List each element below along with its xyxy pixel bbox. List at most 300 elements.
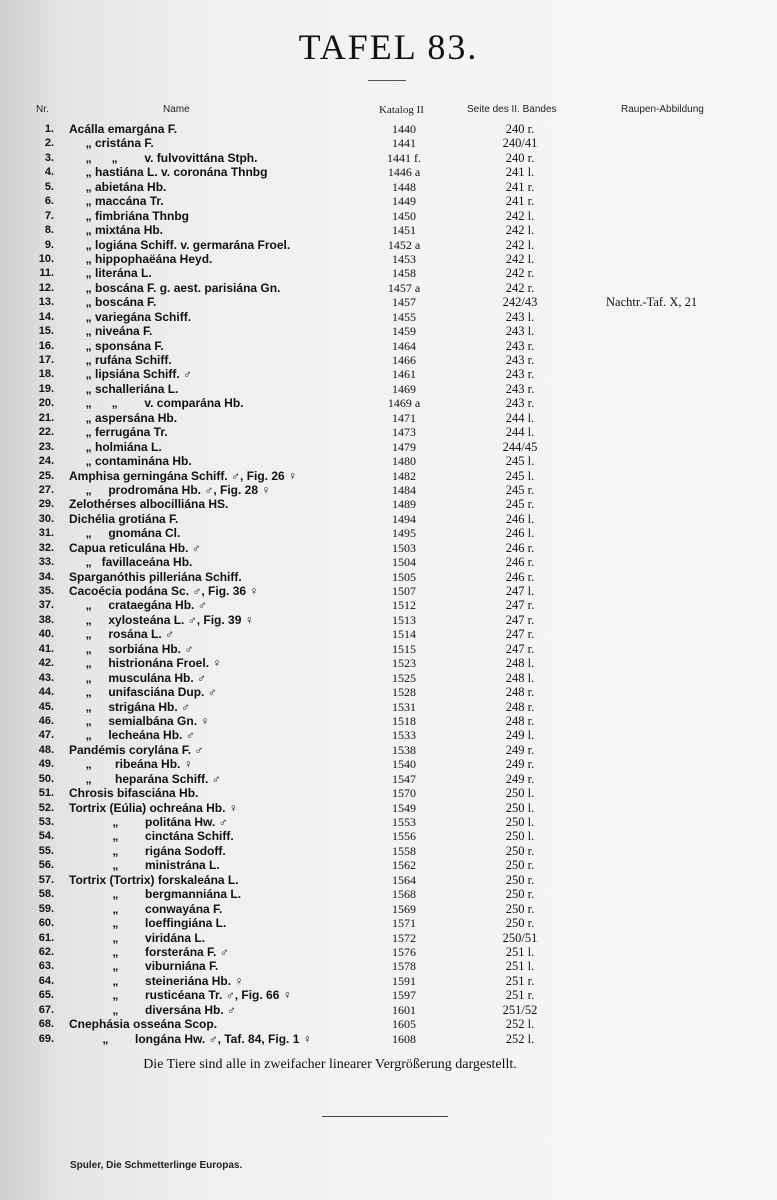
table-row (0, 1017, 777, 1031)
table-row (0, 584, 777, 598)
page-reference: 242 l. (505, 251, 535, 266)
species-name: „ ferrugána Tr. (69, 425, 168, 440)
row-number: 54. (38, 830, 54, 843)
species-name: Amphisa gerningána Schiff. ♂, Fig. 26 ♀ (69, 468, 298, 483)
header-katalog: Katalog II (379, 104, 424, 116)
katalog-number: 1564 (392, 872, 416, 887)
species-name: „ strigána Hb. ♂ (69, 699, 191, 714)
page-reference: 249 r. (505, 757, 535, 772)
table-row (0, 902, 777, 916)
row-number: 7. (44, 209, 54, 222)
table-row (0, 512, 777, 526)
row-number: 32. (38, 541, 54, 554)
table-row (0, 887, 777, 901)
row-number: 22. (38, 426, 54, 439)
table-row (0, 627, 777, 641)
table-row (0, 772, 777, 786)
row-number: 61. (38, 931, 54, 944)
bottom-divider (322, 1116, 448, 1117)
page-reference: 250 l. (505, 786, 535, 801)
species-name: „ „ v. comparána Hb. (69, 396, 244, 411)
row-number: 6. (44, 195, 54, 208)
row-number: 15. (38, 325, 54, 338)
katalog-number: 1482 (392, 468, 416, 483)
table-row (0, 136, 777, 150)
row-number: 64. (38, 974, 54, 987)
katalog-number: 1450 (392, 208, 416, 223)
page-reference: 248 r. (505, 713, 535, 728)
katalog-number: 1503 (392, 540, 416, 555)
katalog-number: 1605 (392, 1017, 416, 1032)
table-row (0, 743, 777, 757)
species-name: Capua reticulána Hb. ♂ (69, 540, 201, 555)
species-name: „ musculána Hb. ♂ (69, 670, 207, 685)
page-reference: 242 l. (505, 223, 535, 238)
page-reference: 251 r. (505, 973, 535, 988)
katalog-number: 1505 (392, 569, 416, 584)
katalog-number: 1597 (392, 988, 416, 1003)
row-number: 41. (38, 642, 54, 655)
table-row (0, 165, 777, 179)
table-row (0, 931, 777, 945)
page-reference: 247 r. (505, 612, 535, 627)
katalog-number: 1458 (392, 266, 416, 281)
page-reference: 251/52 (502, 1002, 538, 1017)
page-reference: 243 r. (505, 396, 535, 411)
katalog-number: 1457 a (387, 280, 421, 295)
species-name: „ crataegána Hb. ♂ (69, 598, 207, 613)
table-row (0, 295, 777, 309)
katalog-number: 1452 a (387, 237, 421, 252)
page-reference: 249 l. (505, 728, 535, 743)
table-row (0, 324, 777, 338)
table-row (0, 194, 777, 208)
row-number: 67. (38, 1003, 54, 1016)
katalog-number: 1570 (392, 786, 416, 801)
row-number: 59. (38, 902, 54, 915)
page-reference: 249 r. (505, 742, 535, 757)
row-number: 47. (38, 729, 54, 742)
katalog-number: 1461 (392, 367, 416, 382)
katalog-number: 1518 (392, 713, 416, 728)
table-row (0, 223, 777, 237)
page-reference: 250 r. (505, 901, 535, 916)
table-row (0, 425, 777, 439)
row-number: 10. (38, 252, 54, 265)
katalog-number: 1484 (392, 482, 416, 497)
page-reference: 242 r. (505, 280, 535, 295)
table-row (0, 671, 777, 685)
species-name: „ cinctána Schiff. (69, 829, 234, 844)
katalog-number: 1466 (392, 353, 416, 367)
page-reference: 243 r. (505, 338, 535, 353)
species-name: „ gnomána Cl. (69, 526, 181, 541)
page-reference: 252 l. (505, 1017, 535, 1032)
page-reference: 250 l. (505, 800, 535, 815)
row-number: 60. (38, 917, 54, 930)
row-number: 33. (38, 556, 54, 569)
page-reference: 248 r. (505, 685, 535, 700)
row-number: 1. (44, 123, 54, 135)
row-number: 25. (38, 469, 54, 482)
row-number: 49. (38, 758, 54, 771)
row-number: 5. (44, 180, 54, 193)
table-row (0, 858, 777, 872)
katalog-number: 1512 (392, 598, 416, 613)
row-number: 16. (38, 339, 54, 352)
row-number: 20. (38, 397, 54, 410)
species-name: „ lipsiána Schiff. ♂ (69, 367, 193, 382)
katalog-number: 1471 (392, 410, 416, 425)
table-row (0, 974, 777, 988)
table-row (0, 555, 777, 569)
katalog-number: 1578 (392, 959, 416, 974)
katalog-number: 1440 (392, 122, 416, 136)
katalog-number: 1547 (392, 771, 416, 786)
species-name: „ rufána Schiff. (69, 353, 172, 367)
katalog-number: 1608 (392, 1031, 416, 1046)
page-reference: 242/43 (502, 295, 538, 310)
table-row (0, 209, 777, 223)
katalog-number: 1449 (392, 194, 416, 209)
row-number: 40. (38, 628, 54, 641)
katalog-number: 1525 (392, 670, 416, 685)
page-reference: 250 r. (505, 872, 535, 887)
species-name: „ politána Hw. ♂ (69, 815, 228, 829)
table-row (0, 757, 777, 771)
table-row (0, 122, 777, 136)
species-name: „ viburniána F. (69, 959, 219, 974)
page-reference: 242 l. (505, 208, 535, 223)
page-reference: 250 r. (505, 858, 535, 873)
row-number: 44. (38, 686, 54, 699)
table-row (0, 469, 777, 483)
table-row (0, 367, 777, 381)
table-row (0, 339, 777, 353)
species-name: „ viridána L. (69, 930, 206, 945)
page-reference: 250 r. (505, 887, 535, 902)
page-reference: 247 r. (505, 598, 535, 613)
row-number: 55. (38, 844, 54, 857)
page-reference: 242 r. (505, 266, 535, 281)
row-number: 51. (38, 787, 54, 800)
table-row (0, 916, 777, 930)
species-name: „ aspersána Hb. (69, 410, 178, 425)
table-row (0, 728, 777, 742)
katalog-number: 1572 (392, 930, 416, 945)
raupen-reference: Nachtr.-Taf. X, 21 (606, 295, 698, 310)
table-row (0, 396, 777, 410)
page-reference: 252 l. (505, 1031, 535, 1046)
table-row (0, 382, 777, 396)
species-name: „ schalleriána L. (69, 381, 179, 396)
row-number: 34. (38, 570, 54, 583)
katalog-number: 1513 (392, 612, 416, 627)
species-name: „ heparána Schiff. ♂ (69, 771, 221, 786)
row-number: 3. (44, 151, 54, 164)
header-nr: Nr. (36, 104, 49, 115)
page-reference: 246 r. (505, 555, 535, 570)
table-row (0, 180, 777, 194)
species-name: „ forsterána F. ♂ (69, 944, 229, 959)
magnification-note: Die Tiere sind alle in zweifacher linearer Vergrößerung dargestellt. (143, 1057, 517, 1072)
katalog-number: 1528 (392, 685, 416, 700)
species-name: Zelothérses albocilliána HS. (69, 497, 229, 512)
page-reference: 240 r. (505, 150, 535, 165)
species-name: „ ministrána L. (69, 858, 220, 873)
table-row (0, 497, 777, 511)
table-row (0, 411, 777, 425)
katalog-number: 1448 (392, 179, 416, 194)
species-name: „ lecheána Hb. ♂ (69, 728, 195, 743)
table-row (0, 541, 777, 555)
katalog-number: 1576 (392, 944, 416, 959)
page-reference: 246 r. (505, 540, 535, 555)
species-name: „ sorbiána Hb. ♂ (69, 641, 194, 656)
table-row (0, 613, 777, 627)
page-reference: 244 l. (505, 410, 535, 425)
table-row (0, 815, 777, 829)
species-name: „ fimbriána Thnbg (69, 208, 189, 223)
species-name: Chrosis bifasciána Hb. (69, 786, 199, 801)
table-row (0, 1003, 777, 1017)
page-reference: 240 r. (505, 122, 535, 136)
row-number: 58. (38, 888, 54, 901)
page-reference: 244/45 (502, 439, 538, 454)
row-number: 31. (38, 527, 54, 540)
katalog-number: 1515 (392, 641, 416, 656)
species-name: Tortrix (Eúlia) ochreána Hb. ♀ (69, 800, 238, 815)
katalog-number: 1507 (392, 584, 416, 598)
species-name: „ logiána Schiff. v. germarána Froel. (69, 237, 291, 252)
page-reference: 243 r. (505, 381, 535, 396)
katalog-number: 1568 (392, 887, 416, 902)
species-name: „ conwayána F. (69, 901, 223, 916)
species-name: „ boscána F. (69, 295, 157, 310)
katalog-number: 1469 (392, 381, 416, 396)
row-number: 2. (44, 137, 54, 150)
page-reference: 248 l. (505, 670, 535, 685)
species-name: „ holmiána L. (69, 439, 162, 454)
species-name: „ longána Hw. ♂, Taf. 84, Fig. 1 ♀ (69, 1031, 312, 1046)
table-row (0, 685, 777, 699)
page-reference: 244 l. (505, 425, 535, 440)
row-number: 27. (38, 483, 54, 496)
row-number: 18. (38, 368, 54, 381)
row-number: 69. (38, 1032, 54, 1045)
katalog-number: 1549 (392, 800, 416, 815)
row-number: 19. (38, 382, 54, 395)
species-name: „ contaminána Hb. (69, 454, 192, 469)
species-name: Acálla emargána F. (69, 122, 178, 136)
species-name: Sparganóthis pilleriána Schiff. (69, 569, 242, 584)
katalog-number: 1591 (392, 973, 416, 988)
page-reference: 247 r. (505, 641, 535, 656)
page-reference: 250 r. (505, 916, 535, 931)
row-number: 17. (38, 354, 54, 366)
species-name: „ sponsána F. (69, 338, 164, 353)
species-name: „ cristána F. (69, 136, 154, 151)
species-name: „ rosána L. ♂ (69, 627, 175, 642)
table-row (0, 598, 777, 612)
row-number: 56. (38, 859, 54, 872)
katalog-number: 1446 a (387, 165, 421, 180)
row-number: 23. (38, 440, 54, 453)
page-reference: 245 r. (505, 482, 535, 497)
page-reference: 246 l. (505, 526, 535, 541)
species-name: „ hastiána L. v. coronána Thnbg (69, 165, 268, 180)
species-name: „ variegána Schiff. (69, 309, 192, 324)
species-name: „ favillaceána Hb. (69, 555, 193, 570)
katalog-number: 1441 f. (387, 150, 421, 165)
page-reference: 251 l. (505, 944, 535, 959)
katalog-number: 1469 a (387, 396, 421, 411)
header-seite: Seite des II. Bandes (467, 104, 557, 115)
katalog-number: 1540 (392, 757, 416, 772)
page-reference: 248 l. (505, 656, 535, 671)
species-name: „ loeffingiána L. (69, 916, 227, 931)
row-number: 4. (44, 166, 54, 179)
table-row (0, 988, 777, 1002)
row-number: 11. (39, 267, 54, 280)
page-reference: 243 r. (505, 353, 535, 367)
table-row (0, 570, 777, 584)
species-name: „ unifasciána Dup. ♂ (69, 685, 217, 700)
page-reference: 241 r. (505, 194, 535, 209)
species-name: Cnephásia osseána Scop. (69, 1017, 218, 1032)
row-number: 68. (38, 1018, 54, 1031)
header-name: Name (163, 104, 190, 115)
katalog-number: 1538 (392, 742, 416, 757)
page-reference: 250 r. (505, 843, 535, 858)
katalog-number: 1464 (392, 338, 416, 353)
page-reference: 245 r. (505, 497, 535, 512)
table-row (0, 252, 777, 266)
species-name: „ bergmanniána L. (69, 887, 242, 902)
species-name: Pandémis corylána F. ♂ (69, 742, 204, 757)
species-name: „ steineriána Hb. ♀ (69, 973, 244, 988)
katalog-number: 1453 (392, 251, 416, 266)
species-name: „ semialbána Gn. ♀ (69, 713, 210, 728)
species-name: „ ribeána Hb. ♀ (69, 757, 193, 772)
katalog-number: 1514 (392, 627, 416, 642)
row-number: 37. (38, 599, 54, 612)
page-reference: 240/41 (502, 136, 538, 151)
row-number: 50. (38, 772, 54, 785)
table-row (0, 945, 777, 959)
row-number: 63. (38, 960, 54, 973)
page-reference: 241 l. (505, 165, 535, 180)
katalog-number: 1480 (392, 454, 416, 469)
species-name: „ rusticéana Tr. ♂, Fig. 66 ♀ (69, 988, 292, 1003)
row-number: 62. (38, 945, 54, 958)
species-name: „ literána L. (69, 266, 152, 281)
katalog-number: 1455 (392, 309, 416, 324)
katalog-number: 1451 (392, 223, 416, 238)
row-number: 8. (44, 224, 54, 237)
table-row (0, 440, 777, 454)
species-name: „ abietána Hb. (69, 179, 167, 194)
row-number: 13. (38, 296, 54, 309)
table-row (0, 483, 777, 497)
page-reference: 246 l. (505, 511, 535, 526)
page-reference: 245 l. (505, 468, 535, 483)
katalog-number: 1479 (392, 439, 416, 454)
species-name: „ „ v. fulvovittána Stph. (69, 150, 258, 165)
row-number: 45. (38, 700, 54, 713)
species-table (0, 122, 777, 1046)
table-row (0, 238, 777, 252)
row-number: 21. (38, 411, 54, 424)
row-number: 42. (38, 657, 54, 670)
katalog-number: 1441 (392, 136, 416, 151)
species-name: Dichélia grotiána F. (69, 511, 179, 526)
row-number: 52. (38, 801, 54, 814)
species-name: „ rigána Sodoff. (69, 843, 226, 858)
page-reference: 243 r. (505, 367, 535, 382)
table-row (0, 829, 777, 843)
table-row (0, 266, 777, 280)
row-number: 46. (38, 714, 54, 727)
species-name: „ prodromána Hb. ♂, Fig. 28 ♀ (69, 482, 271, 497)
page-reference: 241 r. (505, 179, 535, 194)
katalog-number: 1533 (392, 728, 416, 743)
page-reference: 250 l. (505, 815, 535, 829)
row-number: 57. (38, 873, 54, 886)
katalog-number: 1473 (392, 425, 416, 440)
footer-source: Spuler, Die Schmetterlinge Europas. (70, 1160, 243, 1171)
katalog-number: 1457 (392, 295, 416, 310)
katalog-number: 1601 (392, 1002, 416, 1017)
katalog-number: 1571 (392, 916, 416, 931)
table-row (0, 1032, 777, 1046)
row-number: 35. (38, 585, 54, 597)
species-name: „ niveána F. (69, 324, 153, 339)
page-reference: 245 l. (505, 454, 535, 469)
row-number: 43. (38, 671, 54, 684)
katalog-number: 1569 (392, 901, 416, 916)
table-row (0, 714, 777, 728)
page-reference: 243 l. (505, 309, 535, 324)
katalog-number: 1504 (392, 555, 416, 570)
header-raupen: Raupen-Abbildung (621, 104, 704, 115)
katalog-number: 1556 (392, 829, 416, 844)
page-reference: 247 l. (505, 584, 535, 598)
plate-title: TAFEL 83. (298, 27, 479, 67)
table-row (0, 310, 777, 324)
species-name: „ histrionána Froel. ♀ (69, 656, 222, 671)
row-number: 65. (38, 989, 54, 1002)
page-reference: 251 l. (505, 959, 535, 974)
page-reference: 250/51 (502, 930, 538, 945)
species-name: Cacoécia podána Sc. ♂, Fig. 36 ♀ (69, 584, 259, 598)
katalog-number: 1495 (392, 526, 416, 541)
katalog-number: 1489 (392, 497, 416, 512)
katalog-number: 1459 (392, 324, 416, 339)
species-name: „ maccána Tr. (69, 194, 164, 209)
row-number: 48. (38, 743, 54, 756)
species-name: „ diversána Hb. ♂ (69, 1002, 237, 1017)
katalog-number: 1562 (392, 858, 416, 873)
table-row (0, 801, 777, 815)
table-row (0, 353, 777, 367)
species-name: „ mixtána Hb. (69, 223, 164, 238)
table-row (0, 959, 777, 973)
page-reference: 248 r. (505, 699, 535, 714)
katalog-number: 1558 (392, 843, 416, 858)
table-row (0, 786, 777, 800)
row-number: 9. (44, 238, 54, 251)
